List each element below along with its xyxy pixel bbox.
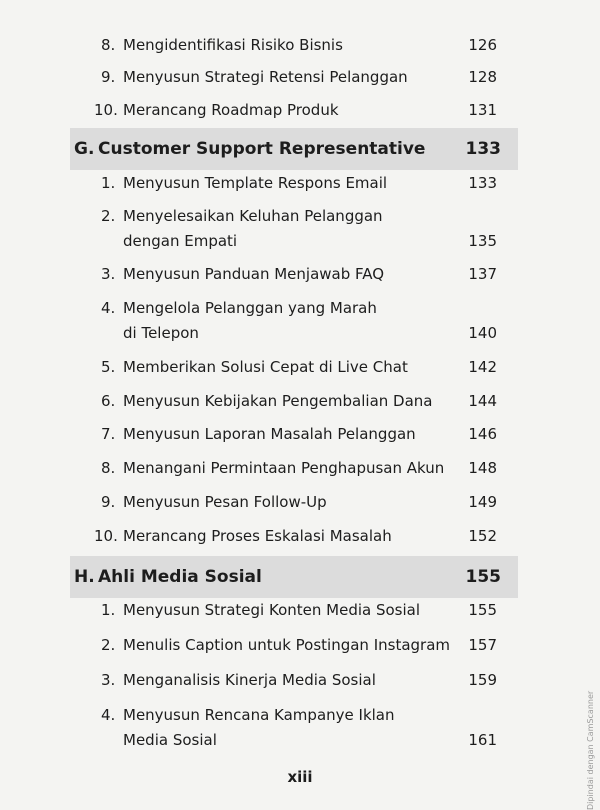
entry-page: 144 (468, 392, 497, 410)
entry-number: 4. (101, 706, 116, 724)
entry-page: 135 (468, 232, 497, 250)
entry-page: 128 (468, 68, 497, 86)
entry-number: 3. (101, 265, 116, 283)
section-letter: G. (74, 139, 95, 159)
entry-page: 159 (468, 671, 497, 689)
entry-title: Menyusun Template Respons Email (123, 174, 388, 192)
entry-title: Memberikan Solusi Cepat di Live Chat (123, 358, 408, 376)
entry-page: 142 (468, 358, 497, 376)
entry-title-continued: di Telepon (123, 324, 199, 342)
entry-number: 8. (101, 459, 116, 477)
entry-number: 6. (101, 392, 116, 410)
entry-number: 2. (101, 636, 116, 654)
entry-page: 133 (468, 174, 497, 192)
entry-number: 10. (94, 101, 118, 119)
entry-title: Menyusun Laporan Masalah Pelanggan (123, 425, 416, 443)
entry-page: 149 (468, 493, 497, 511)
scanner-watermark (586, 660, 598, 810)
entry-page: 161 (468, 731, 497, 749)
entry-title: Merancang Proses Eskalasi Masalah (123, 527, 392, 545)
entry-page: 126 (468, 36, 497, 54)
entry-title: Merancang Roadmap Produk (123, 101, 339, 119)
entry-page: 140 (468, 324, 497, 342)
entry-title: Menangani Permintaan Penghapusan Akun (123, 459, 445, 477)
entry-title-continued: Media Sosial (123, 731, 217, 749)
entry-title-continued: dengan Empati (123, 232, 238, 250)
section-page: 133 (465, 139, 501, 159)
entry-number: 9. (101, 493, 116, 511)
entry-number: 3. (101, 671, 116, 689)
entry-number: 8. (101, 36, 116, 54)
section-title: Customer Support Representative (98, 139, 426, 159)
entry-number: 1. (101, 174, 116, 192)
entry-number: 2. (101, 207, 116, 225)
entry-number: 5. (101, 358, 116, 376)
entry-page: 152 (468, 527, 497, 545)
section-page: 155 (465, 567, 501, 587)
entry-title: Mengelola Pelanggan yang Marah (123, 299, 377, 317)
entry-page: 146 (468, 425, 497, 443)
entry-number: 7. (101, 425, 116, 443)
entry-page: 137 (468, 265, 497, 283)
entry-number: 10. (94, 527, 118, 545)
entry-title: Menganalisis Kinerja Media Sosial (123, 671, 376, 689)
entry-number: 4. (101, 299, 116, 317)
entry-page: 157 (468, 636, 497, 654)
entry-title: Menyusun Pesan Follow-Up (123, 493, 327, 511)
page-number: xiii (287, 768, 313, 786)
entry-page: 148 (468, 459, 497, 477)
section-letter: H. (74, 567, 95, 587)
entry-page: 155 (468, 601, 497, 619)
entry-title: Menyusun Panduan Menjawab FAQ (123, 265, 385, 283)
entry-title: Mengidentifikasi Risiko Bisnis (123, 36, 343, 54)
entry-number: 9. (101, 68, 116, 86)
entry-title: Menulis Caption untuk Postingan Instagram (123, 636, 451, 654)
entry-title: Menyusun Strategi Retensi Pelanggan (123, 68, 408, 86)
scanner-watermark-text: Dipindai dengan CamScanner (586, 690, 595, 810)
section-title: Ahli Media Sosial (98, 567, 262, 587)
entry-title: Menyusun Strategi Konten Media Sosial (123, 601, 421, 619)
entry-title: Menyelesaikan Keluhan Pelanggan (123, 207, 383, 225)
entry-title: Menyusun Rencana Kampanye Iklan (123, 706, 395, 724)
entry-title: Menyusun Kebijakan Pengembalian Dana (123, 392, 433, 410)
entry-page: 131 (468, 101, 497, 119)
entry-number: 1. (101, 601, 116, 619)
